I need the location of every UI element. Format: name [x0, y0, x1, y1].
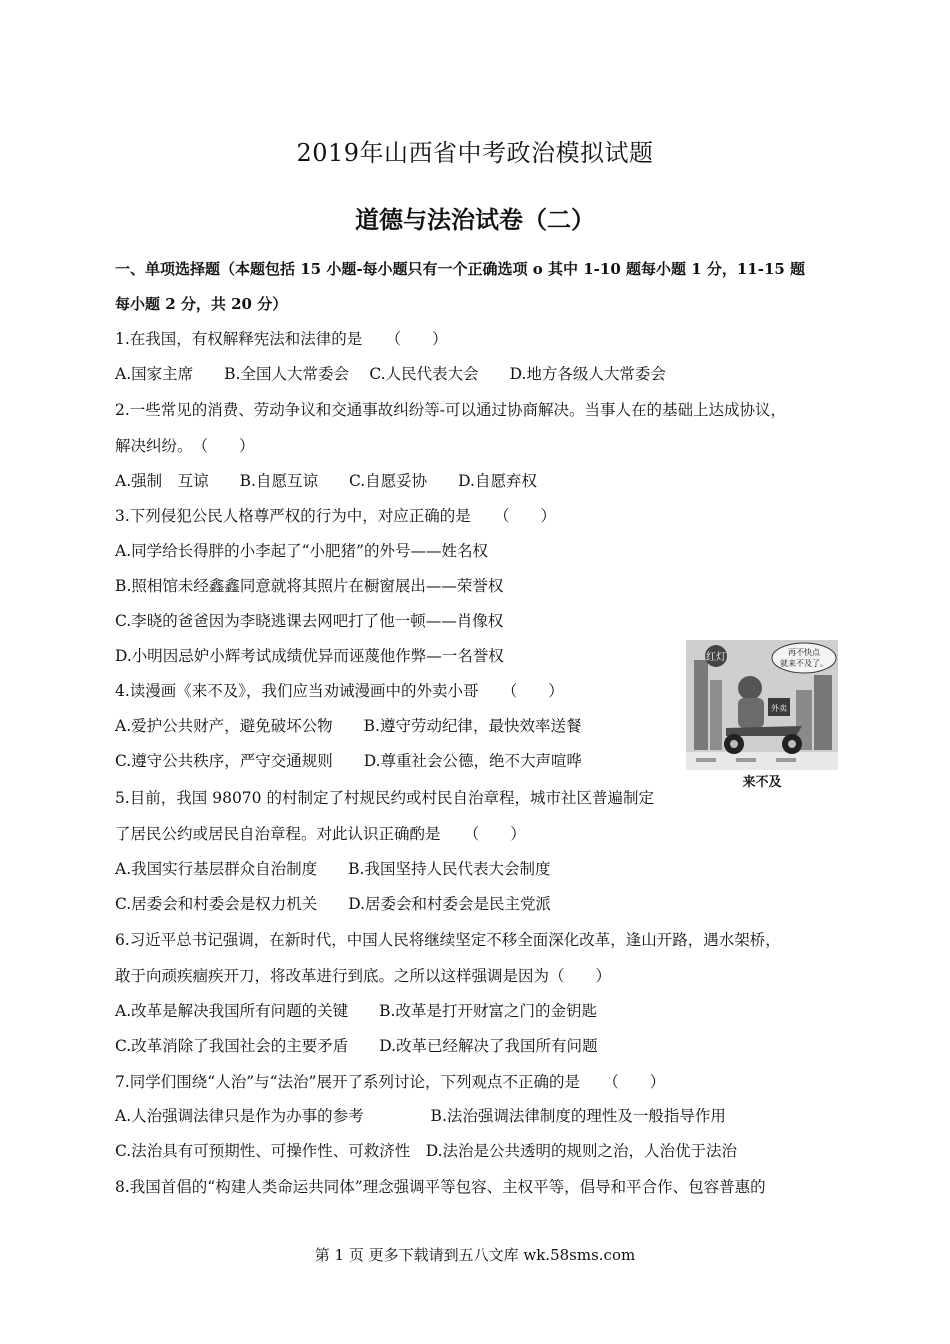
- option-3c: C.李晓的爸爸因为李晓逃课去网吧打了他一顿——肖像权: [115, 612, 504, 630]
- option-3a: A.同学给长得胖的小李起了“小肥猪”的外号——姓名权: [115, 542, 488, 560]
- options-6cd: C.改革消除了我国社会的主要矛盾 D.改革已经解决了我国所有问题: [115, 1037, 598, 1055]
- question-8: 8.我国首倡的“构建人类命运共同体”理念强调平等包容、主权平等，倡导和平合作、包容普惠的: [115, 1178, 766, 1196]
- options-7ab: A.人治强调法律只是作为办事的参考 B.法治强调法律制度的理性及一般指导作用: [115, 1107, 726, 1125]
- option-3d: D.小明因忌妒小辉考试成绩优异而诬蔑他作弊—一名誉权: [115, 647, 504, 665]
- section-heading-cont: 每小题 2 分，共 20 分）: [115, 295, 288, 313]
- question-1: 1.在我国，有权解释宪法和法律的是 （ ）: [115, 330, 448, 348]
- question-6-cont: 敢于向顽疾痼疾开刀，将改革进行到底。之所以这样强调是因为（ ）: [115, 967, 612, 985]
- options-6ab: A.改革是解决我国所有问题的关键 B.改革是打开财富之门的金钥匙: [115, 1002, 597, 1020]
- question-2: 2.一些常见的消费、劳动争议和交通事故纠纷等-可以通过协商解决。当事人在的基础上达成协议，: [115, 401, 787, 419]
- option-3b: B.照相馆未经鑫鑫同意就将其照片在橱窗展出——荣誉权: [115, 577, 504, 595]
- page-subtitle: 道德与法治试卷（二）: [355, 205, 595, 234]
- box-label: 外卖: [771, 704, 787, 713]
- options-4ab: A.爱护公共财产，避免破坏公物 B.遵守劳动纪律，最快效率送餐: [115, 717, 582, 735]
- question-2-cont: 解决纠纷。 （ ）: [115, 437, 255, 455]
- question-5: 5.目前，我国 98070 的村制定了村规民约或村民自治章程，城市社区普遍制定: [115, 789, 654, 807]
- options-1: A.国家主席 B.全国人大常委会 C.人民代表大会 D.地方各级人大常委会: [115, 365, 666, 383]
- question-3: 3.下列侵犯公民人格尊严权的行为中，对应正确的是 （ ）: [115, 507, 557, 525]
- question-4: 4.读漫画《来不及》，我们应当劝诫漫画中的外卖小哥 （ ）: [115, 682, 564, 700]
- page-footer: 第 1 页 更多下载请到五八文库 wk.58sms.com: [314, 1246, 636, 1264]
- question-5-cont: 了居民公约或居民自治章程。对此认识正确酌是 （ ）: [115, 825, 526, 843]
- page-title: 2019年山西省中考政治模拟试题: [296, 139, 654, 167]
- options-5cd: C.居委会和村委会是权力机关 D.居委会和村委会是民主党派: [115, 895, 552, 913]
- cartoon-image: [686, 640, 838, 790]
- section-heading: 一、单项选择题（本题包括 15 小题-每小题只有一个正确选项 o 其中 1-10 题每小题 1 分，11-15 题: [115, 260, 806, 278]
- options-4cd: C.遵守公共秩序，严守交通规则 D.尊重社会公德，绝不大声喧哗: [115, 752, 583, 770]
- question-6: 6.习近平总书记强调，在新时代，中国人民将继续坚定不移全面深化改革，逢山开路，遇水架桥，: [115, 931, 781, 949]
- question-7: 7.同学们围绕“人治”与“法治”展开了系列讨论，下列观点不正确的是 （ ）: [115, 1073, 666, 1091]
- sign-text: 红灯: [706, 652, 726, 663]
- bubble-line-2: 就来不及了。: [780, 659, 828, 668]
- bubble-line-1: 再不快点: [788, 648, 820, 657]
- cartoon-caption: 来不及: [742, 775, 782, 790]
- options-2: A.强制 互谅 B.自愿互谅 C.自愿妥协 D.自愿弃权: [115, 472, 537, 490]
- options-7cd: C.法治具有可预期性、可操作性、可救济性 D.法治是公共透明的规则之治，人治优于法治: [115, 1142, 738, 1160]
- options-5ab: A.我国实行基层群众自治制度 B.我国坚持人民代表大会制度: [115, 860, 551, 878]
